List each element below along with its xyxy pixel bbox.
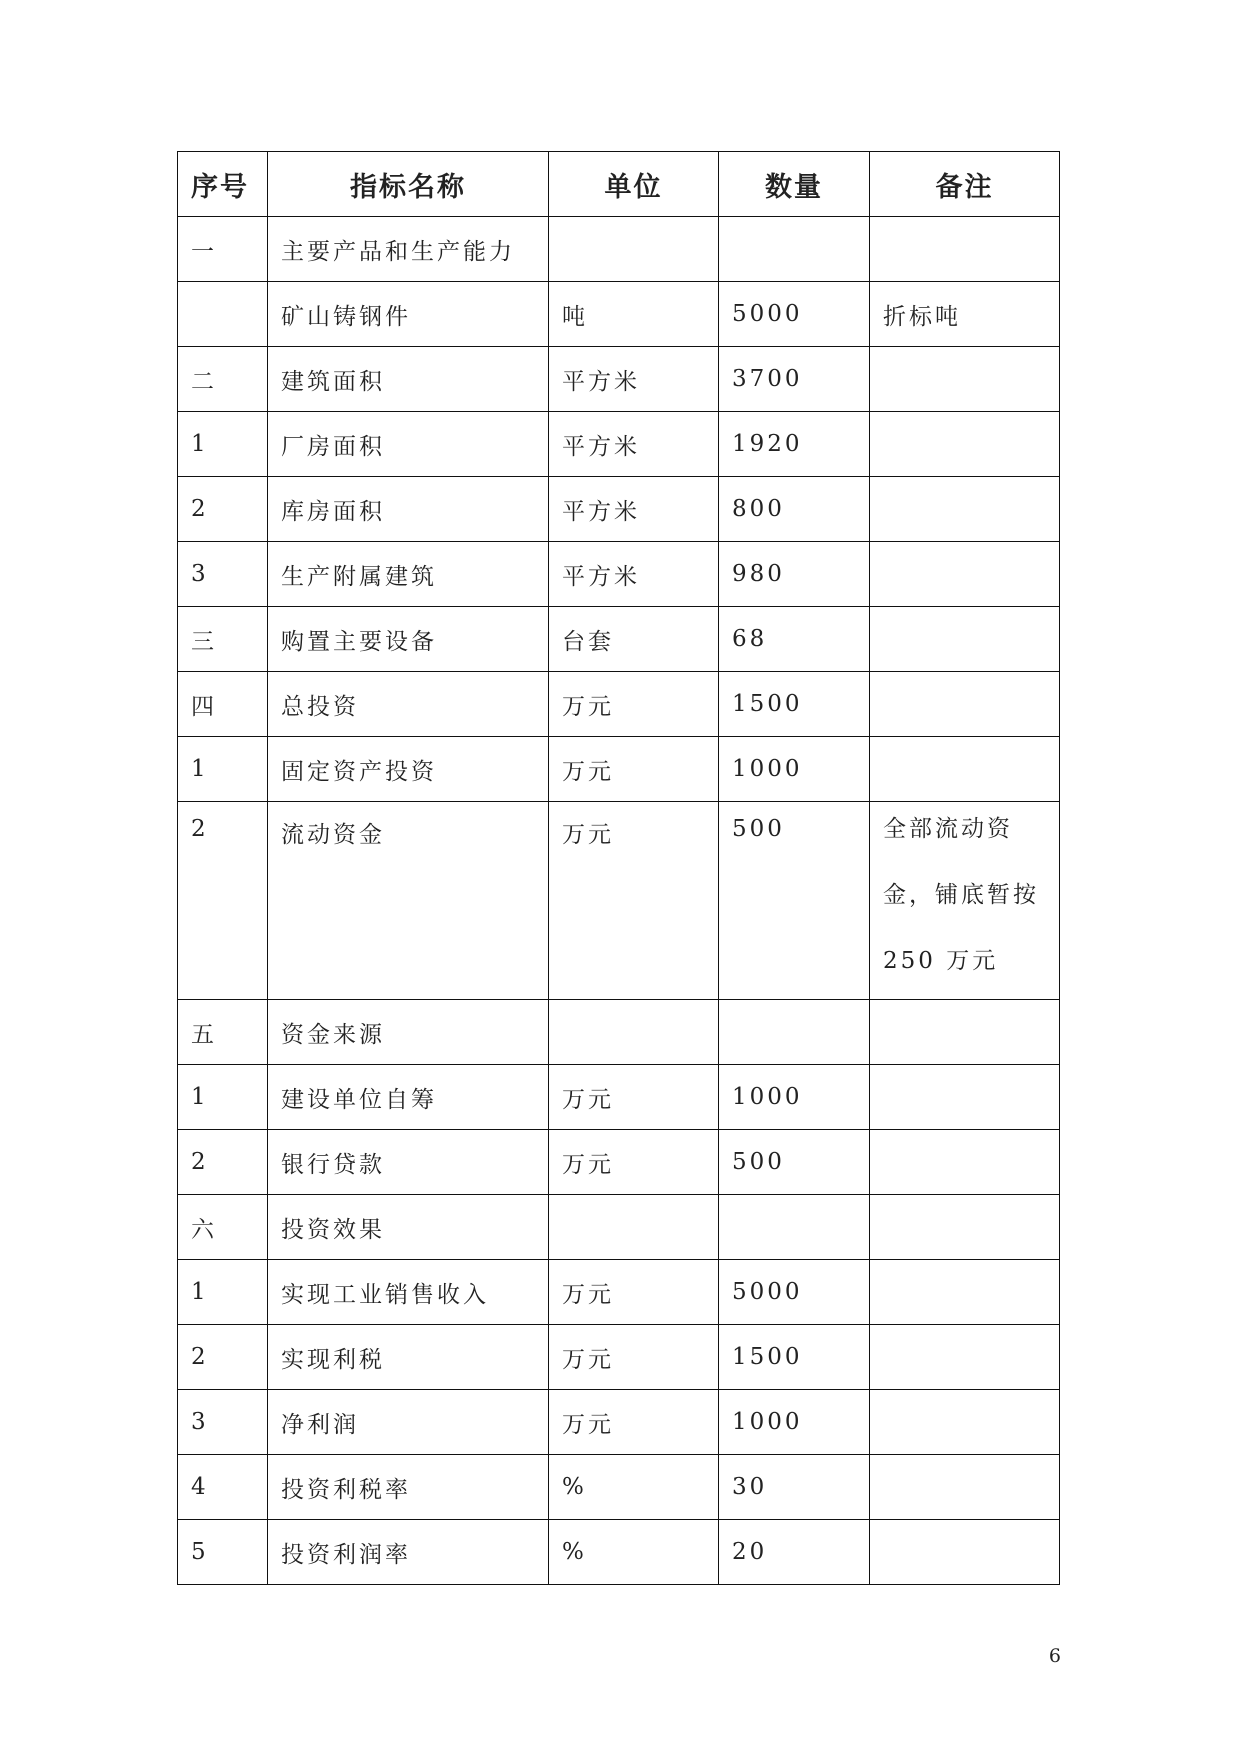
cell-note <box>870 217 1060 282</box>
cell-seq: 一 <box>178 217 268 282</box>
cell-name: 净利润 <box>268 1390 549 1455</box>
cell-unit: 平方米 <box>549 542 719 607</box>
cell-name: 主要产品和生产能力 <box>268 217 549 282</box>
table-row <box>178 1325 1060 1390</box>
cell-note <box>870 607 1060 672</box>
cell-note <box>870 1455 1060 1520</box>
cell-quantity: 30 <box>719 1455 870 1520</box>
header-name: 指标名称 <box>268 152 549 217</box>
cell-quantity: 1500 <box>719 1325 870 1390</box>
cell-unit: 万元 <box>549 1130 719 1195</box>
cell-unit: % <box>549 1520 719 1585</box>
cell-quantity: 68 <box>719 607 870 672</box>
cell-quantity: 800 <box>719 477 870 542</box>
cell-seq: 1 <box>178 1260 268 1325</box>
cell-note <box>870 1130 1060 1195</box>
header-seq: 序号 <box>178 152 268 217</box>
cell-name: 厂房面积 <box>268 412 549 477</box>
cell-seq: 5 <box>178 1520 268 1585</box>
cell-seq: 六 <box>178 1195 268 1260</box>
table-row <box>178 347 1060 412</box>
cell-note <box>870 347 1060 412</box>
cell-seq: 2 <box>178 802 268 1000</box>
cell-quantity <box>719 1195 870 1260</box>
cell-quantity: 1000 <box>719 737 870 802</box>
cell-quantity <box>719 217 870 282</box>
header-unit: 单位 <box>549 152 719 217</box>
table-header-row <box>178 152 1060 217</box>
cell-name: 流动资金 <box>268 802 549 1000</box>
cell-unit: % <box>549 1455 719 1520</box>
cell-seq: 2 <box>178 1325 268 1390</box>
cell-note <box>870 412 1060 477</box>
table-row <box>178 1130 1060 1195</box>
cell-quantity <box>719 1000 870 1065</box>
table-row <box>178 282 1060 347</box>
cell-name: 生产附属建筑 <box>268 542 549 607</box>
cell-note <box>870 1195 1060 1260</box>
cell-seq: 1 <box>178 412 268 477</box>
table-row <box>178 1455 1060 1520</box>
cell-unit <box>549 1195 719 1260</box>
cell-unit: 平方米 <box>549 347 719 412</box>
table-row <box>178 1390 1060 1455</box>
cell-unit: 万元 <box>549 802 719 1000</box>
table-row <box>178 542 1060 607</box>
cell-unit: 万元 <box>549 672 719 737</box>
cell-name: 投资利润率 <box>268 1520 549 1585</box>
table-row <box>178 412 1060 477</box>
cell-seq: 3 <box>178 1390 268 1455</box>
cell-quantity: 500 <box>719 1130 870 1195</box>
cell-unit: 万元 <box>549 1325 719 1390</box>
header-quantity: 数量 <box>719 152 870 217</box>
cell-note-text: 全部流动资金，铺底暂按 250 万元 <box>883 816 1039 974</box>
cell-note <box>870 542 1060 607</box>
cell-unit <box>549 217 719 282</box>
table-row <box>178 1065 1060 1130</box>
cell-name: 银行贷款 <box>268 1130 549 1195</box>
cell-note <box>870 1390 1060 1455</box>
cell-note <box>870 1260 1060 1325</box>
cell-name: 资金来源 <box>268 1000 549 1065</box>
cell-unit: 万元 <box>549 1390 719 1455</box>
table-row <box>178 217 1060 282</box>
cell-name: 矿山铸钢件 <box>268 282 549 347</box>
table-row <box>178 802 1060 1000</box>
cell-seq: 2 <box>178 1130 268 1195</box>
cell-note <box>870 802 1060 1000</box>
table-row <box>178 672 1060 737</box>
cell-note <box>870 1000 1060 1065</box>
cell-quantity: 1000 <box>719 1390 870 1455</box>
cell-seq: 五 <box>178 1000 268 1065</box>
cell-name: 实现利税 <box>268 1325 549 1390</box>
table-row <box>178 607 1060 672</box>
page-number: 6 <box>1048 1645 1061 1667</box>
cell-name: 库房面积 <box>268 477 549 542</box>
cell-note <box>870 672 1060 737</box>
cell-note <box>870 737 1060 802</box>
cell-unit <box>549 1000 719 1065</box>
cell-note <box>870 1325 1060 1390</box>
table-row <box>178 1520 1060 1585</box>
cell-quantity: 3700 <box>719 347 870 412</box>
cell-seq: 四 <box>178 672 268 737</box>
cell-seq: 二 <box>178 347 268 412</box>
cell-quantity: 20 <box>719 1520 870 1585</box>
cell-name: 建设单位自筹 <box>268 1065 549 1130</box>
indicator-table <box>177 151 1060 1585</box>
table-row <box>178 737 1060 802</box>
cell-name: 购置主要设备 <box>268 607 549 672</box>
cell-seq: 2 <box>178 477 268 542</box>
cell-name: 投资利税率 <box>268 1455 549 1520</box>
cell-name: 实现工业销售收入 <box>268 1260 549 1325</box>
cell-seq: 三 <box>178 607 268 672</box>
cell-note <box>870 1065 1060 1130</box>
cell-seq: 4 <box>178 1455 268 1520</box>
header-note: 备注 <box>870 152 1060 217</box>
cell-note <box>870 477 1060 542</box>
cell-quantity: 1000 <box>719 1065 870 1130</box>
cell-quantity: 980 <box>719 542 870 607</box>
cell-note: 折标吨 <box>870 282 1060 347</box>
cell-seq: 3 <box>178 542 268 607</box>
cell-quantity: 1920 <box>719 412 870 477</box>
table-row <box>178 1260 1060 1325</box>
cell-seq <box>178 282 268 347</box>
cell-name: 固定资产投资 <box>268 737 549 802</box>
cell-unit: 万元 <box>549 1260 719 1325</box>
table-row <box>178 477 1060 542</box>
cell-seq: 1 <box>178 1065 268 1130</box>
cell-unit: 平方米 <box>549 412 719 477</box>
cell-quantity: 5000 <box>719 282 870 347</box>
cell-quantity: 5000 <box>719 1260 870 1325</box>
cell-unit: 台套 <box>549 607 719 672</box>
cell-name: 建筑面积 <box>268 347 549 412</box>
cell-unit: 万元 <box>549 737 719 802</box>
cell-name: 投资效果 <box>268 1195 549 1260</box>
cell-note <box>870 1520 1060 1585</box>
cell-seq: 1 <box>178 737 268 802</box>
table-row <box>178 1195 1060 1260</box>
cell-name: 总投资 <box>268 672 549 737</box>
cell-unit: 万元 <box>549 1065 719 1130</box>
cell-quantity: 1500 <box>719 672 870 737</box>
cell-quantity: 500 <box>719 802 870 1000</box>
table-row <box>178 1000 1060 1065</box>
cell-unit: 吨 <box>549 282 719 347</box>
cell-unit: 平方米 <box>549 477 719 542</box>
